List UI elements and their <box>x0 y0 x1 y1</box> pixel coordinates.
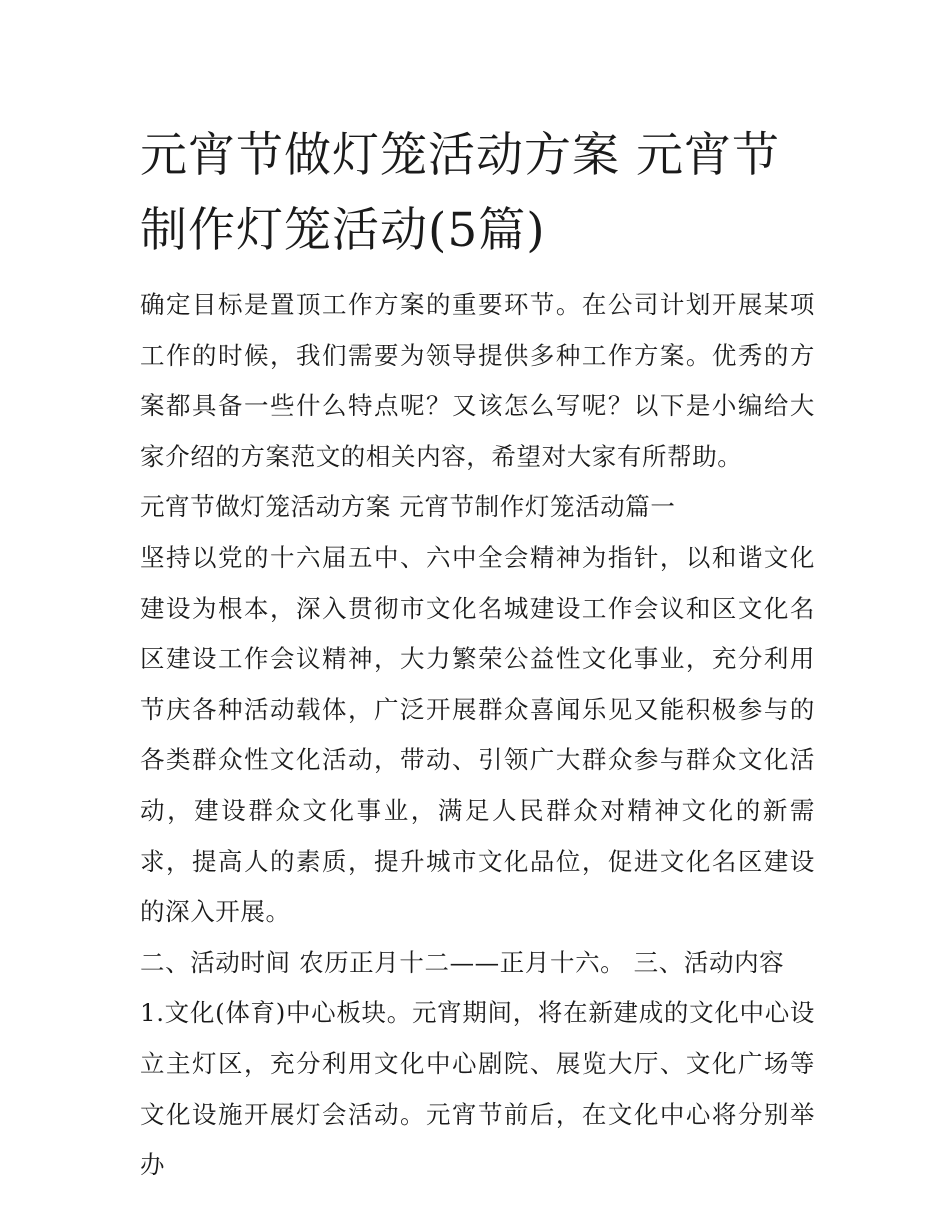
guiding-principle-paragraph: 坚持以党的十六届五中、六中全会精神为指针，以和谐文化建设为根本，深入贯彻市文化名城建设工作会议和区文化名区建设工作会议精神，大力繁荣公益性文化事业，充分利用节庆各种活动载体，广泛开展群众喜闻乐见又能积极参与的各类群众性文化活动，带动、引领广大群众参与群众文化活动，建设群众文化事业，满足人民群众对精神文化的新需求，提高人的素质，提升城市文化品位，促进文化名区建设的深入开展。 <box>140 542 815 927</box>
activity-time-paragraph: 二、活动时间 农历正月十二——正月十六。 三、活动内容 <box>140 947 785 977</box>
document-page <box>140 118 815 1191</box>
document-title: 元宵节做灯笼活动方案 元宵节制作灯笼活动(5篇) <box>140 128 780 258</box>
intro-paragraph: 确定目标是置顶工作方案的重要环节。在公司计划开展某项工作的时候，我们需要为领导提供多种工作方案。优秀的方案都具备一些什么特点呢？又该怎么写呢？以下是小编给大家介绍的方案范文的相关内容，希望对大家有所帮助。 <box>140 290 815 471</box>
section-heading: 元宵节做灯笼活动方案 元宵节制作灯笼活动篇一 <box>140 492 676 522</box>
activity-content-paragraph: 1.文化(体育)中心板块。元宵期间，将在新建成的文化中心设立主灯区，充分利用文化中心剧院、展览大厅、文化广场等文化设施开展灯会活动。元宵节前后，在文化中心将分别举办 <box>140 998 815 1180</box>
